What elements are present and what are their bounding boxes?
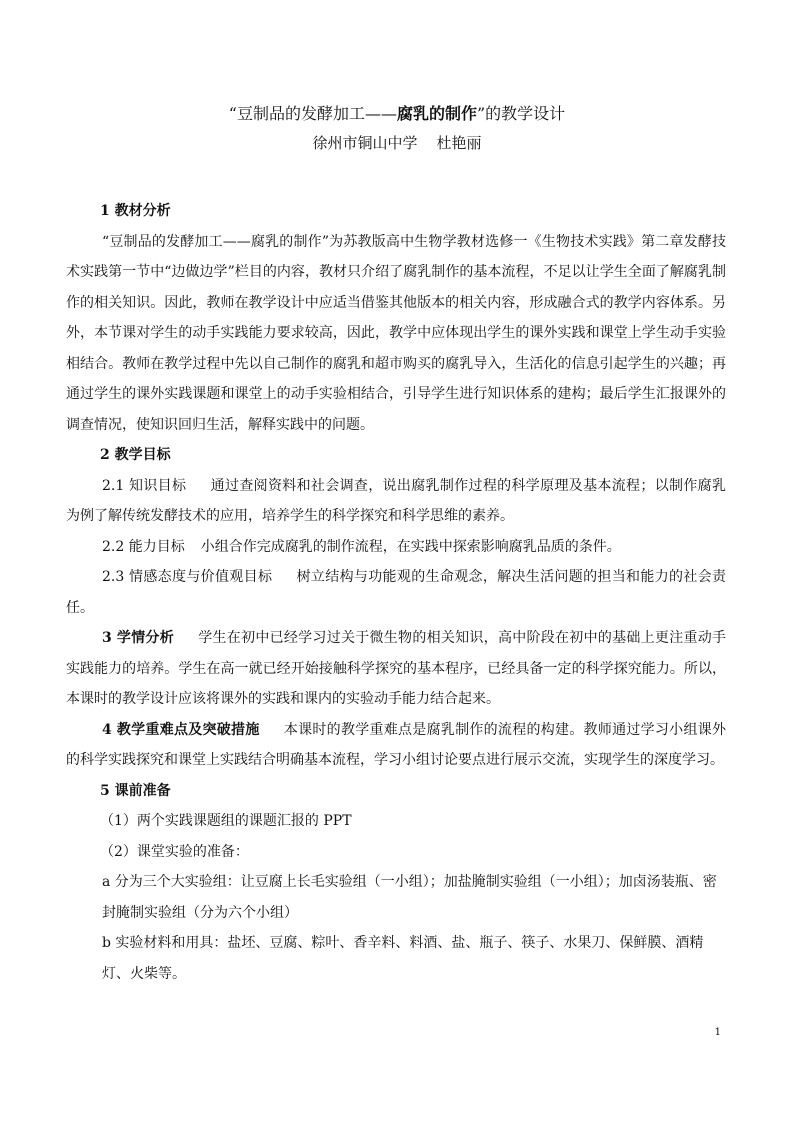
section-1-heading: 1 教材分析 (100, 203, 171, 219)
title-part-2: 腐乳的制作 (396, 104, 477, 123)
goal-ability (66, 532, 726, 563)
section-5-heading: 5 课前准备 (100, 782, 171, 799)
section-4-heading: 4 教学重难点及突破措施 (102, 721, 260, 738)
goal-ability-label: 2.2 能力目标 (102, 538, 185, 555)
section-4-body: 本课时的教学重难点是腐乳制作的流程的构建。教师通过学习小组课外的科学实践探究和课堂上实践结合明确基本流程，学习小组讨论要点进行展示交流，实现学生的深度学习。 (66, 721, 726, 768)
document-body (66, 196, 726, 989)
goal-knowledge (66, 471, 726, 532)
prep-item-2a: a 分为三个大实验组：让豆腐上长毛实验组（一小组）；加盐腌制实验组（一小组）；加卤汤装瓶、密封腌制实验组（分为六个小组） (102, 874, 717, 921)
section-3-heading: 3 学情分析 (102, 630, 174, 646)
goal-ability-text: 小组合作完成腐乳的制作流程，在实践中探索影响腐乳品质的条件。 (200, 538, 621, 555)
page-number: 1 (714, 1027, 721, 1038)
section-2-heading: 2 教学目标 (100, 447, 171, 463)
prep-item-2b: b 实验材料和用具：盐坯、豆腐、粽叶、香辛料、料酒、盐、瓶子、筷子、水果刀、保鲜膜、酒精灯、火柴等。 (102, 935, 704, 982)
prep-item-1: （1）两个实践课题组的课题汇报的 PPT (100, 813, 352, 829)
title-part-1: “豆制品的发酵加工—— (228, 104, 397, 123)
goal-attitude (66, 562, 726, 623)
title-part-3: ”的教学设计 (477, 104, 566, 123)
goal-knowledge-label: 2.1 知识目标 (102, 477, 187, 494)
document-author: 徐州市铜山中学 杜艳丽 (312, 134, 482, 152)
section-3 (66, 623, 726, 715)
document-title (0, 103, 794, 125)
section-3-body: 学生在初中已经学习过关于微生物的相关知识，高中阶段在初中的基础上更注重动手实践能力的培养。学生在高一就已经开始接触科学探究的基本程序，已经具备一定的科学探究能力。所以，本课时的教学设计应该将课外的实践和课内的实验动手能力结合起来。 (66, 630, 727, 707)
goal-attitude-label: 2.3 情感态度与价值观目标 (102, 569, 273, 585)
section-4 (66, 715, 726, 776)
goal-attitude-text: 树立结构与功能观的生命观念，解决生活问题的担当和能力的社会责任。 (66, 569, 726, 616)
prep-item-2: （2）课堂实验的准备： (100, 843, 249, 860)
goal-knowledge-text: 通过查阅资料和社会调查，说出腐乳制作过程的科学原理及基本流程；以制作腐乳为例了解传统发酵技术的应用，培养学生的科学探究和科学思维的素养。 (66, 477, 727, 524)
section-1-body: “豆制品的发酵加工——腐乳的制作”为苏教版高中生物学教材选修一《生物技术实践》第二章发酵技术实践第一节中“边做边学”栏目的内容，教材只介绍了腐乳制作的基本流程，不足以让学生全面了解腐乳制作的相关知识。因此，教师在教学设计中应适当借鉴其他版本的相关内容，形成融合式的教学内容体系。另外，本节课对学生的动手实践能力要求较高，因此，教学中应体现出学生的课外实践和课堂上学生动手实验相结合。教师在教学过程中先以自己制作的腐乳和超市购买的腐乳导入，生活化的信息引起学生的兴趣；再通过学生的课外实践课题和课堂上的动手实验相结合，引导学生进行知识体系的建构；最后学生汇报课外的调查情况，使知识回归生活，解释实践中的问题。 (66, 233, 726, 433)
